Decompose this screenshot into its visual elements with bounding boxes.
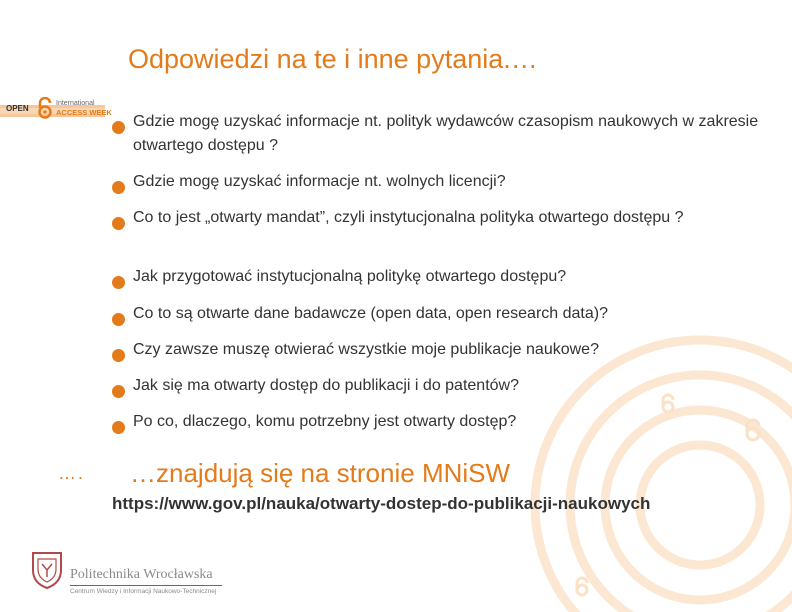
slide-title: Odpowiedzi na te i inne pytania.… bbox=[128, 44, 538, 74]
logo-access-week-text: ACCESS WEEK bbox=[56, 108, 112, 117]
politechnika-emblem-icon bbox=[30, 550, 64, 590]
mnisw-link[interactable]: https://www.gov.pl/nauka/otwarty-dostep-do-publikacji-naukowych bbox=[112, 494, 651, 513]
unit-name: Centrum Wiedzy i Informacji Naukowo-Technicznej bbox=[70, 588, 217, 595]
logo-open-text: OPEN bbox=[6, 104, 29, 113]
footer-divider bbox=[70, 585, 222, 586]
bullet-dot bbox=[112, 421, 125, 434]
bullet-dot bbox=[112, 181, 125, 194]
bullet-dot bbox=[112, 313, 125, 326]
open-access-week-logo bbox=[6, 97, 126, 121]
bullet-dot bbox=[112, 276, 125, 289]
bullet-dot bbox=[112, 385, 125, 398]
open-access-padlock-icon bbox=[37, 97, 53, 119]
bullet-dot bbox=[112, 217, 125, 230]
ellipsis-mark: …. bbox=[58, 463, 86, 483]
answer-heading: …znajdują się na stronie MNiSW bbox=[130, 458, 511, 488]
bullet-dot bbox=[112, 349, 125, 362]
university-name: Politechnika Wrocławska bbox=[70, 567, 213, 582]
bullet-dot bbox=[112, 121, 125, 134]
logo-international-text: International bbox=[56, 100, 95, 107]
